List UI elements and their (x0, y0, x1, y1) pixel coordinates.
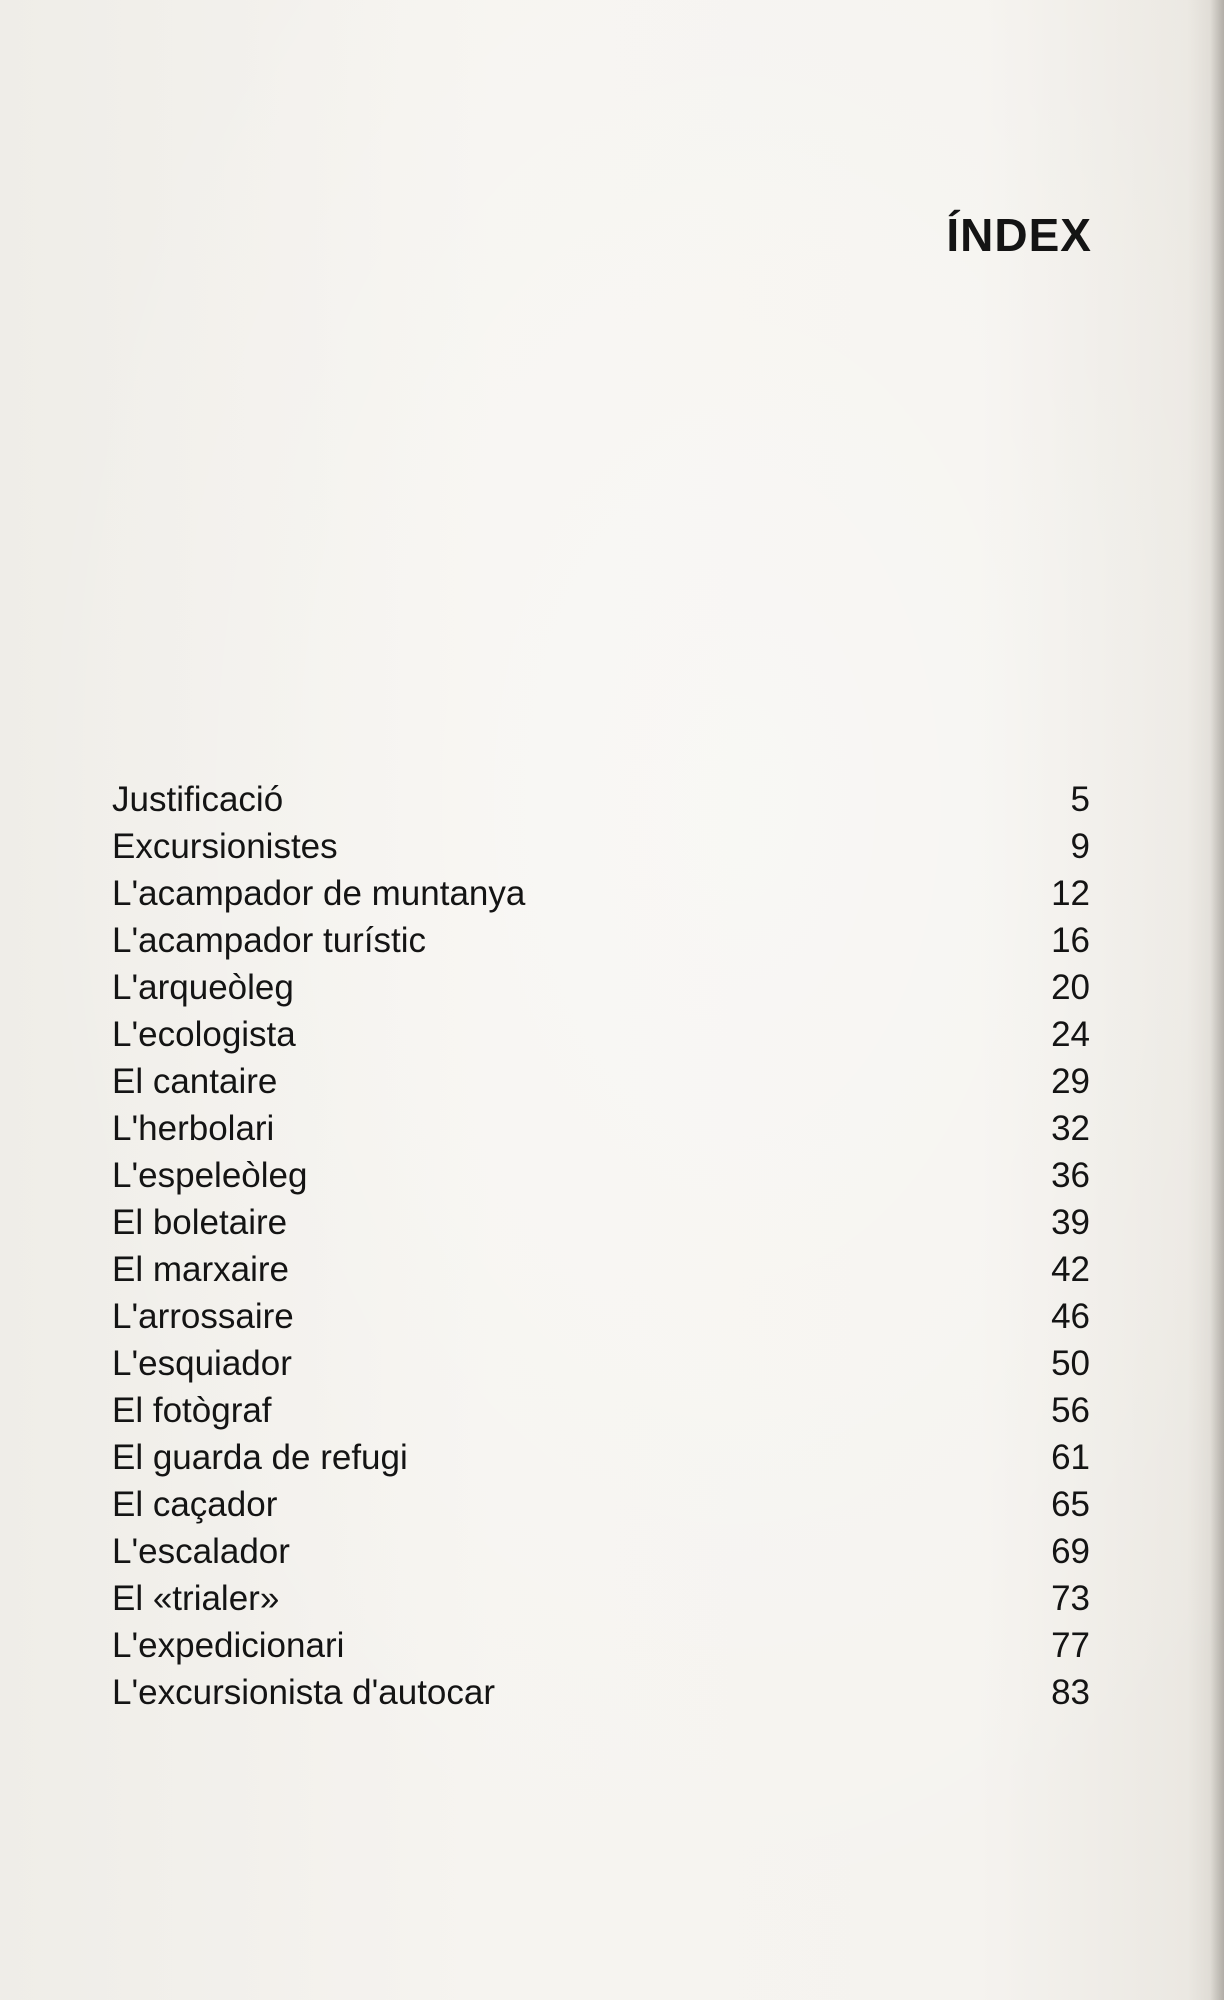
toc-entry-title: El fotògraf (112, 1391, 272, 1430)
toc-entry-page: 16 (1051, 921, 1090, 960)
toc-entry-title: L'esquiador (112, 1344, 292, 1383)
toc-entry-page: 61 (1051, 1438, 1090, 1477)
toc-entry-page: 12 (1051, 874, 1090, 913)
toc-entry-title: L'acampador turístic (112, 921, 427, 960)
toc-entry-page: 32 (1051, 1109, 1090, 1148)
toc-entry (112, 776, 1090, 823)
toc-entry-title: L'arrossaire (112, 1297, 294, 1336)
toc-entry-page: 56 (1051, 1391, 1090, 1430)
table-of-contents (112, 776, 1090, 1716)
toc-entry-page: 50 (1051, 1344, 1090, 1383)
toc-entry-title: Excursionistes (112, 827, 338, 866)
toc-entry-title: L'arqueòleg (112, 968, 294, 1007)
toc-entry (112, 1622, 1090, 1669)
toc-entry (112, 1387, 1090, 1434)
toc-entry-title: L'ecologista (112, 1015, 296, 1054)
toc-entry-page: 39 (1051, 1203, 1090, 1242)
toc-entry-title: El «trialer» (112, 1579, 280, 1618)
toc-entry-page: 9 (1070, 827, 1090, 866)
toc-entry (112, 1105, 1090, 1152)
toc-entry-page: 36 (1051, 1156, 1090, 1195)
toc-entry-page: 77 (1051, 1626, 1090, 1665)
toc-entry (112, 917, 1090, 964)
toc-entry-title: L'expedicionari (112, 1626, 345, 1665)
toc-entry-title: El cantaire (112, 1062, 278, 1101)
toc-entry-title: L'herbolari (112, 1109, 275, 1148)
toc-entry (112, 1669, 1090, 1716)
page-title: ÍNDEX (946, 209, 1092, 261)
toc-entry-title: L'acampador de muntanya (112, 874, 526, 913)
toc-entry (112, 823, 1090, 870)
page-edge-shadow (1210, 0, 1224, 2000)
toc-entry-page: 46 (1051, 1297, 1090, 1336)
toc-entry-title: El marxaire (112, 1250, 289, 1289)
toc-entry (112, 1434, 1090, 1481)
toc-entry (112, 1481, 1090, 1528)
toc-entry-page: 65 (1051, 1485, 1090, 1524)
toc-entry (112, 1011, 1090, 1058)
toc-entry (112, 1246, 1090, 1293)
toc-entry-title: El guarda de refugi (112, 1438, 408, 1477)
toc-entry (112, 1293, 1090, 1340)
toc-entry-title: El caçador (112, 1485, 278, 1524)
toc-entry-title: L'excursionista d'autocar (112, 1673, 496, 1712)
toc-entry-title: Justificació (112, 780, 284, 819)
toc-entry-page: 42 (1051, 1250, 1090, 1289)
toc-entry (112, 1340, 1090, 1387)
toc-entry-page: 69 (1051, 1532, 1090, 1571)
toc-entry-page: 73 (1051, 1579, 1090, 1618)
toc-entry-title: L'escalador (112, 1532, 290, 1571)
toc-entry (112, 1575, 1090, 1622)
toc-entry (112, 1528, 1090, 1575)
toc-entry (112, 964, 1090, 1011)
toc-entry (112, 1199, 1090, 1246)
toc-entry-page: 83 (1051, 1673, 1090, 1712)
toc-entry-title: L'espeleòleg (112, 1156, 308, 1195)
toc-entry-page: 24 (1051, 1015, 1090, 1054)
toc-entry-page: 29 (1051, 1062, 1090, 1101)
toc-entry-page: 5 (1070, 780, 1090, 819)
toc-entry (112, 1152, 1090, 1199)
toc-entry (112, 870, 1090, 917)
toc-entry-page: 20 (1051, 968, 1090, 1007)
toc-entry-title: El boletaire (112, 1203, 288, 1242)
toc-entry (112, 1058, 1090, 1105)
